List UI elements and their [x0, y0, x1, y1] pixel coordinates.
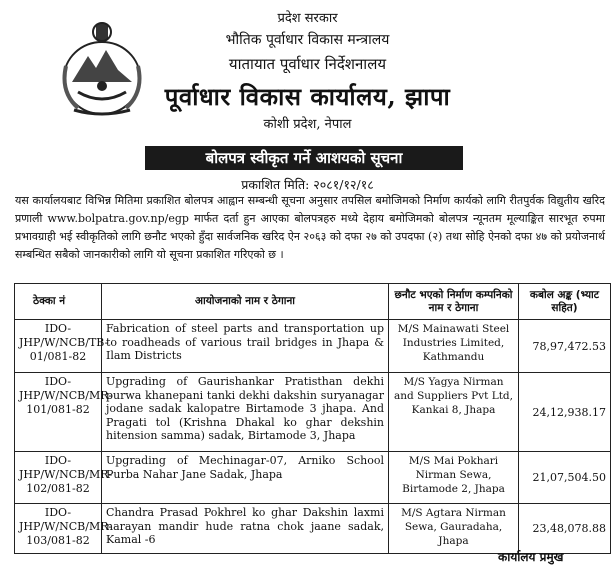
project-name: Upgrading of Gaurishankar Pratisthan dekhi purwa khanepani tanki dekhi dakshin suryanagar jodane sadak kalopatre Birtamode 3 jhapa. And Pragati tol (Krishna Dhakal ko ghar dekshin hitension samma) sadak, Birtamode 3, Jhapa — [102, 373, 389, 452]
signatory-label: कार्यालय प्रमुख — [498, 550, 564, 564]
table-row — [15, 320, 611, 373]
col-header-contract: ठेक्का नं — [15, 284, 102, 320]
project-name: Chandra Prasad Pokhrel ko ghar Dakshin laxmi narayan mandir hude ratna chok jaane sadak, Kamal -6 — [102, 504, 389, 554]
bidder-name: M/S Mai Pokhari Nirman Sewa, Birtamode 2, Jhapa — [389, 452, 519, 504]
col-header-bidder: छनौट भएको निर्माण कम्पनिको नाम र ठेगाना — [389, 284, 519, 320]
table-row — [15, 504, 611, 554]
header-ministry: भौतिक पूर्वाधार विकास मन्त्रालय — [225, 32, 390, 48]
contract-number: IDO-JHP/W/NCB/MR-101/081-82 — [15, 373, 102, 452]
published-date: प्रकाशित मिति: २०८१/१२/१८ — [241, 177, 374, 192]
header-directorate: यातायात पूर्वाधार निर्देशनालय — [228, 55, 387, 73]
notice-title: बोलपत्र स्वीकृत गर्ने आशयको सूचना — [145, 146, 463, 170]
header-line-1: प्रदेश सरकार — [277, 11, 338, 26]
header-location: कोशी प्रदेश, नेपाल — [263, 117, 352, 132]
header — [0, 0, 615, 140]
col-header-amount: कबोल अङ्क (भ्याट सहित) — [519, 284, 611, 320]
bid-amount: 24,12,938.17 — [519, 373, 611, 452]
bid-amount: 78,97,472.53 — [519, 320, 611, 373]
table-row — [15, 452, 611, 504]
table-header-row — [15, 284, 611, 320]
bidder-name: M/S Mainawati Steel Industries Limited, Kathmandu — [389, 320, 519, 373]
bidder-name: M/S Yagya Nirman and Suppliers Pvt Ltd, Kankai 8, Jhapa — [389, 373, 519, 452]
project-name: Fabrication of steel parts and transportation up to roadheads of various trail bridges in Jhapa & Ilam Districts — [102, 320, 389, 373]
bid-table — [14, 283, 611, 554]
contract-number: IDO-JHP/W/NCB/MR-102/081-82 — [15, 452, 102, 504]
col-header-project: आयोजनाको नाम र ठेगाना — [102, 284, 389, 320]
project-name: Upgrading of Mechinagar-07, Arniko School Purba Nahar Jane Sadak, Jhapa — [102, 452, 389, 504]
contract-number: IDO-JHP/W/NCB/MR-103/081-82 — [15, 504, 102, 554]
bid-amount: 21,07,504.50 — [519, 452, 611, 504]
bidder-name: M/S Agtara Nirman Sewa, Gauradaha, Jhapa — [389, 504, 519, 554]
bid-amount: 23,48,078.88 — [519, 504, 611, 554]
header-office-name: पूर्वाधार विकास कार्यालय, झापा — [164, 82, 451, 111]
contract-number: IDO-JHP/W/NCB/TB-01/081-82 — [15, 320, 102, 373]
notice-body: यस कार्यालयबाट विभिन्न मितिमा प्रकाशित बोलपत्र आह्वान सम्बन्धी सूचना अनुसार तपसिल बमोजिमको निर्माण कार्यको लागि रीतपुर्वक विद्युतीय खरिद प्रणाली www.bolpatra.gov.np/egp मार्फत दर्ता हुन आएका बोलपत्रहरु मध्ये देहाय बमोजिमको बोलपत्र न्यूनतम मूल्याङ्कित सारभूत रुपमा प्रभावग्राही भई स्वीकृतिको लागि छनौट भएको हुँदा सार्वजनिक खरिद ऐन २०६३ को दफा २७ को उपदफा (२) तथा सोहि ऐनको दफा ४७ को प्रयोजनार्थ सम्बन्धित सबैको जानकारीको लागि यो सूचना प्रकाशित गरिएको छ । — [15, 194, 605, 261]
table-row — [15, 373, 611, 452]
